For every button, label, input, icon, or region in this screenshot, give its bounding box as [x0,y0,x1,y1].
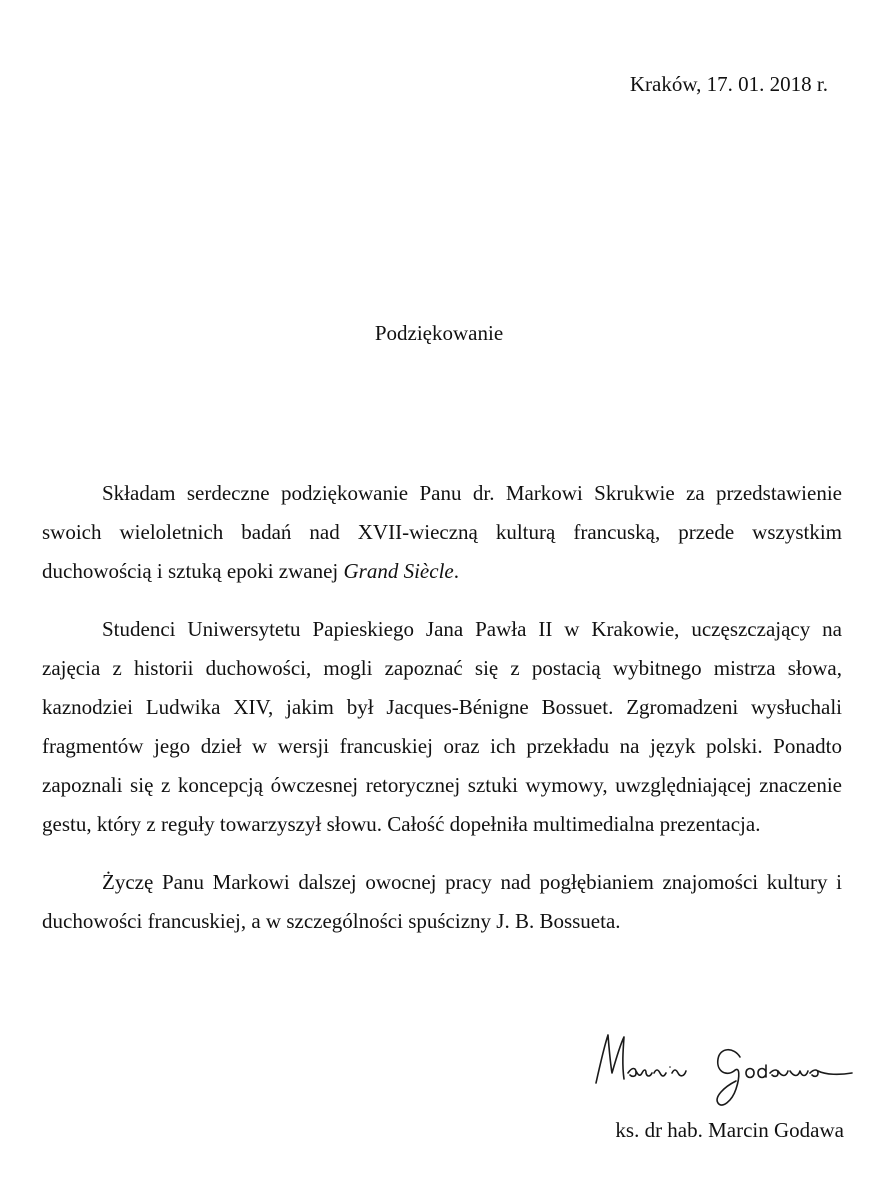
letter-title: Podziękowanie [374,321,504,345]
signature-drawing [590,1025,860,1115]
paragraph-thanks-end: . [453,559,459,583]
grand-siecle-italic: Grand Siècle [343,559,454,583]
letter-body [42,474,842,960]
handwritten-signature [590,1025,860,1115]
paragraph-thanks-text: Składam serdeczne podziękowanie Panu dr. Markowi Skrukwie za przedstawienie swoich wieloletnich badań nad XVII-wieczną kulturą francuską, przede wszystkim duchowością i sztuką epoki zwanej [42,481,842,583]
paragraph-thanks [42,474,842,591]
signer-name: ks. dr hab. Marcin Godawa [615,1118,844,1142]
paragraph-wishes: Życzę Panu Markowi dalszej owocnej pracy nad pogłębianiem znajomości kultury i duchowości francuskiej, a w szczególności spuścizny J. B. Bossueta. [42,870,842,933]
place-date: Kraków, 17. 01. 2018 r. [629,72,828,96]
paragraph-students: Studenci Uniwersytetu Papieskiego Jana Pawła II w Krakowie, uczęszczający na zajęcia z historii duchowości, mogli zapoznać się z postacią wybitnego mistrza słowa, kaznodziei Ludwika XIV, jakim był Jacques-Bénigne Bossuet. Zgromadzeni wysłuchali fragmentów jego dzieł w wersji francuskiej oraz ich przekładu na język polski. Ponadto zapoznali się z koncepcją ówczesnej retorycznej sztuki wymowy, uwzględniającej znaczenie gestu, który z reguły towarzyszył słowu. Całość dopełniła multimedialna prezentacja. [42,617,842,836]
